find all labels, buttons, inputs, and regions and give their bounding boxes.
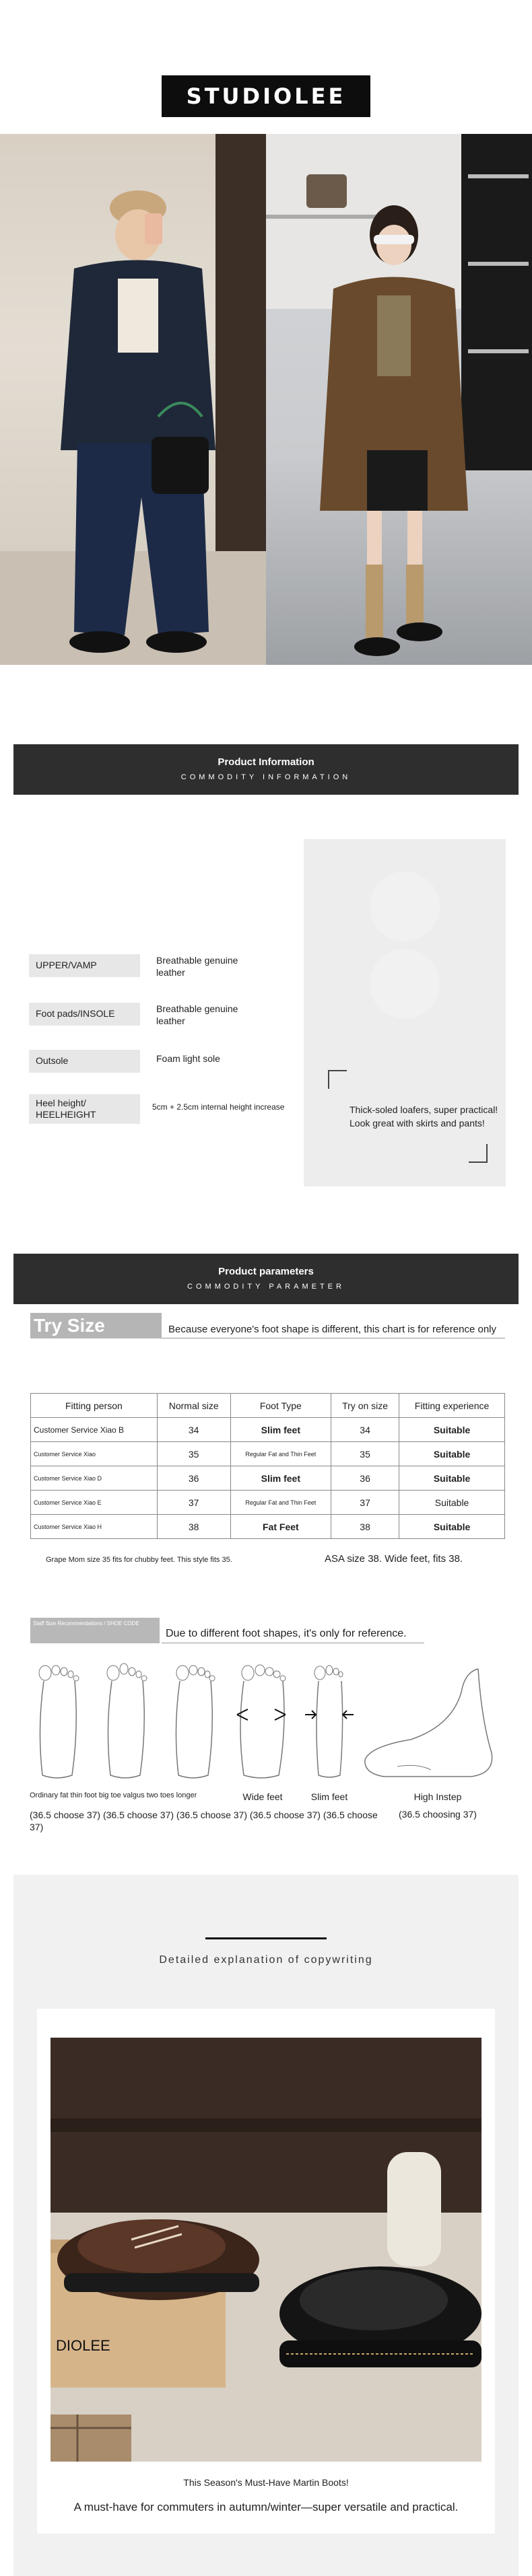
foot-type: Regular Fat and Thin Feet — [230, 1491, 331, 1515]
normal-size: 36 — [157, 1466, 230, 1491]
banner-title: Product Information — [218, 756, 314, 768]
model-photo-right — [266, 134, 532, 665]
foot-choices: (36.5 choose 37) (36.5 choose 37) (36.5 choose 37) (36.5 choose 37) (36.5 choose 37) — [30, 1810, 378, 1833]
normal-size: 37 — [157, 1491, 230, 1515]
info-value-insole: Breathable genuine leather — [156, 1003, 238, 1027]
foot-outline-3 — [166, 1654, 220, 1782]
table-row — [31, 1466, 505, 1491]
fitting-person: Customer Service Xiao B — [31, 1418, 158, 1442]
try-on-size: 34 — [331, 1418, 399, 1442]
foot-outline-wide — [234, 1654, 288, 1782]
banner-subtitle: COMMODITY INFORMATION — [180, 773, 352, 781]
brand-logo: STUDIOLEE — [162, 75, 370, 117]
foot-label-slim: Slim feet — [310, 1791, 348, 1802]
info-caption: Thick-soled loafers, super practical! Look great with skirts and pants! — [350, 1104, 498, 1129]
foot-outline-1 — [30, 1654, 84, 1782]
fitting-experience: Suitable — [399, 1466, 505, 1491]
copywriting-title: Detailed explanation of copywriting — [159, 1954, 373, 1966]
info-value-upper: Breathable genuine leather — [156, 955, 238, 978]
normal-size: 34 — [157, 1418, 230, 1442]
info-value-heel: 5cm + 2.5cm internal height increase — [152, 1102, 285, 1112]
try-on-size: 35 — [331, 1442, 399, 1466]
fitting-person: Customer Service Xiao D — [31, 1466, 158, 1491]
table-row — [31, 1491, 505, 1515]
column-header: Fitting experience — [399, 1394, 505, 1418]
info-value-outsole: Foam light sole — [156, 1053, 220, 1064]
info-label-upper: UPPER/VAMP — [29, 954, 140, 977]
foot-type-note: Due to different foot shapes, it's only for reference. — [162, 1618, 424, 1643]
foot-label-high-instep: High Instep — [413, 1791, 462, 1802]
column-header: Fitting person — [31, 1394, 158, 1418]
banner-subtitle: COMMODITY PARAMETER — [187, 1283, 345, 1291]
table-row — [31, 1442, 505, 1466]
foot-label-wide: Wide feet — [242, 1791, 283, 1802]
high-instep-choice: (36.5 choosing 37) — [399, 1809, 477, 1820]
info-label-heel: Heel height/ HEELHEIGHT — [29, 1094, 140, 1124]
fitting-person: Customer Service Xiao H — [31, 1515, 158, 1539]
info-label-outsole: Outsole — [29, 1050, 140, 1073]
try-on-size: 38 — [331, 1515, 399, 1539]
column-header: Normal size — [157, 1394, 230, 1418]
foot-type: Slim feet — [230, 1466, 331, 1491]
frame-corner-top-left — [328, 1070, 347, 1089]
column-header: Try on size — [331, 1394, 399, 1418]
commodity-info-banner — [13, 744, 519, 795]
fitting-person: Customer Service Xiao — [31, 1442, 158, 1466]
table-header-row — [31, 1394, 505, 1418]
product-image-placeholder — [304, 839, 506, 1186]
size-footnote-left: Grape Mom size 35 fits for chubby feet. This style fits 35. — [46, 1556, 232, 1564]
foot-type-desc: Ordinary fat thin foot big toe valgus two toes longer — [30, 1791, 197, 1799]
table-row — [31, 1418, 505, 1442]
banner-title: Product parameters — [218, 1266, 314, 1277]
copywriting-caption-2: A must-have for commuters in autumn/winter—super versatile and practical. — [73, 2501, 459, 2513]
try-on-size: 36 — [331, 1466, 399, 1491]
normal-size: 35 — [157, 1442, 230, 1466]
foot-type: Slim feet — [230, 1418, 331, 1442]
foot-outline-slim — [302, 1654, 356, 1782]
model-photo-left — [0, 134, 266, 665]
info-label-insole: Foot pads/INSOLE — [29, 1003, 140, 1026]
table-row — [31, 1515, 505, 1539]
copywriting-caption-1: This Season's Must-Have Martin Boots! — [183, 2477, 349, 2488]
column-header: Foot Type — [230, 1394, 331, 1418]
try-on-size: 37 — [331, 1491, 399, 1515]
box-brand-text: DIOLEE — [56, 2337, 110, 2354]
foot-outline-2 — [98, 1654, 152, 1782]
size-footnote-right: ASA size 38. Wide feet, fits 38. — [325, 1553, 463, 1565]
foot-type-badge: Staff Size Recommendations / SHOE CODE — [30, 1618, 160, 1643]
try-size-note: Because everyone's foot shape is different, this chart is for reference only — [162, 1313, 505, 1338]
frame-corner-bottom-right — [469, 1144, 488, 1163]
divider — [205, 1937, 327, 1939]
try-size-heading: Try Size — [30, 1313, 162, 1338]
normal-size: 38 — [157, 1515, 230, 1539]
foot-type: Fat Feet — [230, 1515, 331, 1539]
foot-type: Regular Fat and Thin Feet — [230, 1442, 331, 1466]
fitting-experience: Suitable — [399, 1515, 505, 1539]
fitting-experience: Suitable — [399, 1418, 505, 1442]
fitting-person: Customer Service Xiao E — [31, 1491, 158, 1515]
shoe-photo — [51, 2038, 481, 2462]
fitting-experience: Suitable — [399, 1491, 505, 1515]
size-table — [30, 1393, 505, 1539]
parameters-banner — [13, 1254, 519, 1304]
fitting-experience: Suitable — [399, 1442, 505, 1466]
foot-outline-high-instep — [357, 1666, 505, 1783]
